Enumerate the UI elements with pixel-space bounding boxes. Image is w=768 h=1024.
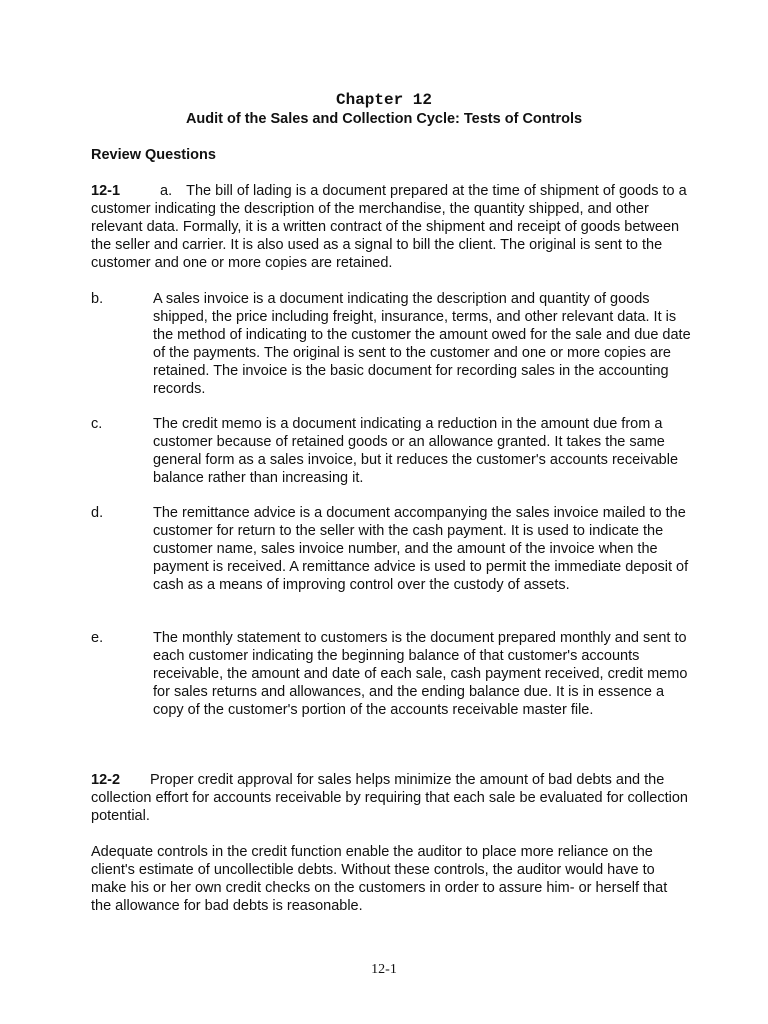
question-number: 12-1	[91, 183, 121, 199]
question-12-2-paragraph	[91, 771, 691, 825]
question-12-1-paragraph	[91, 182, 691, 272]
item-text: The bill of lading is a document prepared at the time of shipment of goods to a customer indicating the description of the merchandise, the quantity shipped, and other relevant data. Formally, it is a written contract of the shipment and receipt of goods between the seller and carrier. It is also used as a signal to bill the client. The original is sent to the customer and one or more copies are retained.	[91, 183, 687, 271]
list-item	[91, 504, 691, 594]
item-text: The credit memo is a document indicating a reduction in the amount due from a customer because of retained goods or an allowance granted. It takes the same general form as a sales invoice, but it reduces the customer's accounts receivable balance rather than increasing it.	[153, 416, 679, 486]
question-number: 12-2	[91, 772, 121, 788]
item-letter: a.	[160, 183, 173, 199]
item-letter: e.	[91, 630, 104, 646]
item-text: The monthly statement to customers is the document prepared monthly and sent to each customer indicating the beginning balance of that customer's accounts receivable, the amount and date of each sale, cash payment received, credit memo for sales returns and allowances, and the ending balance due. It is in essence a copy of the customer's portion of the accounts receivable master file.	[153, 630, 688, 718]
item-letter: c.	[91, 416, 103, 432]
item-text: The remittance advice is a document accompanying the sales invoice mailed to the customer for return to the seller with the cash payment. It is used to indicate the customer name, sales invoice number, and the amount of the invoice when the payment is received. A remittance advice is used to permit the immediate deposit of cash as a means of improving control over the custody of assets.	[153, 505, 689, 593]
chapter-title: Audit of the Sales and Collection Cycle: Tests of Controls	[185, 111, 583, 127]
item-letter: d.	[91, 505, 104, 521]
list-item	[91, 629, 691, 719]
section-heading: Review Questions	[91, 147, 216, 163]
question-12-2-followup: Adequate controls in the credit function enable the auditor to place more reliance on the client's estimate of uncollectible debts. Without these controls, the auditor would have to make his or her own credit checks on the customers in order to assure him- or herself that the allowance for bad debts is reasonable.	[91, 844, 668, 914]
list-item	[91, 290, 691, 398]
page-number: 12-1	[371, 962, 397, 977]
item-letter: b.	[91, 291, 104, 307]
list-item	[91, 415, 691, 487]
question-text: Proper credit approval for sales helps minimize the amount of bad debts and the collection effort for accounts receivable by requiring that each sale be evaluated for collection potential.	[91, 772, 688, 824]
item-text: A sales invoice is a document indicating the description and quantity of goods shipped, the price including freight, insurance, terms, and other relevant data. It is the method of indicating to the customer the amount owed for the sale and due date of the payments. The original is sent to the customer and one or more copies are retained. The invoice is the basic document for recording sales in the accounting records.	[153, 291, 691, 397]
chapter-label: Chapter 12	[335, 91, 432, 109]
